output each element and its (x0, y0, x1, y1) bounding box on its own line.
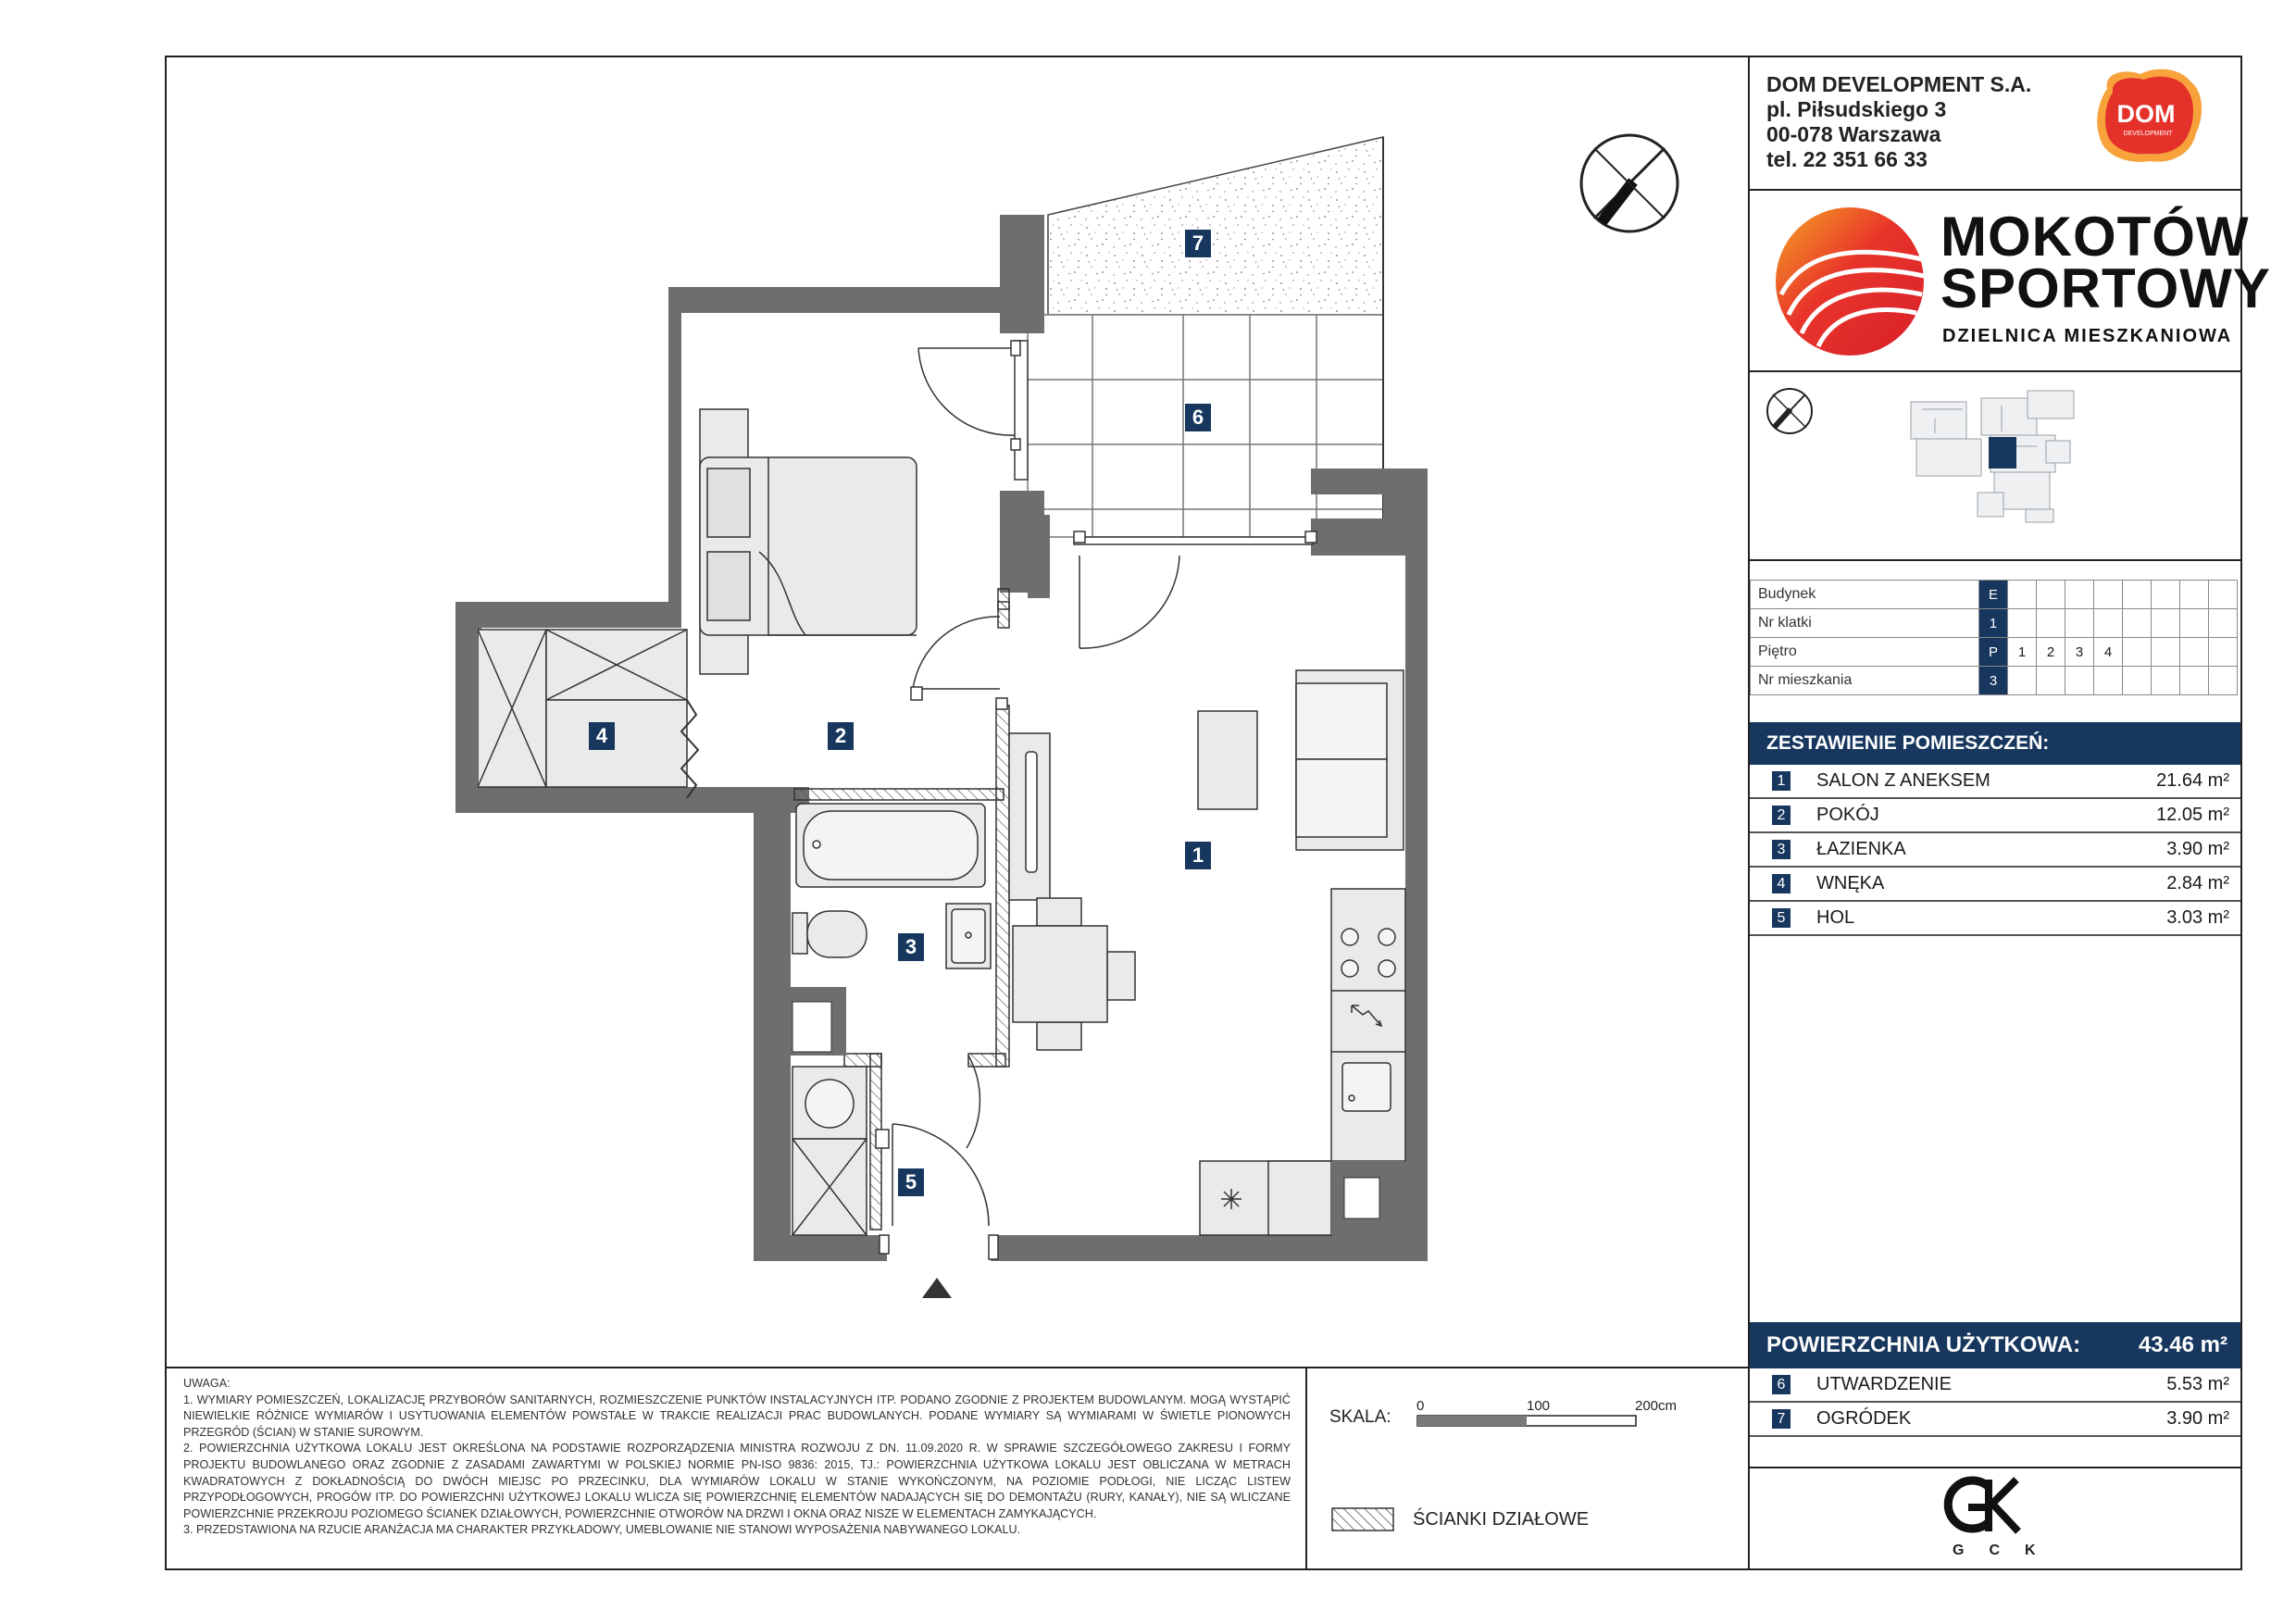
room-row (1750, 765, 2240, 799)
room-number-badge: 6 (1772, 1375, 1791, 1394)
kitchen-sink (1342, 1063, 1391, 1111)
gck-logo-letters: GCK (1953, 1543, 2061, 1558)
info-cell (2094, 667, 2123, 695)
room-area: 21.64 m² (2156, 770, 2229, 791)
info-cell (2180, 581, 2209, 609)
sofa (1296, 670, 1404, 850)
info-cell (2094, 581, 2123, 609)
dom-logo-subtext: DEVELOPMENT (2123, 131, 2173, 137)
info-cell: 1 (1979, 609, 2008, 638)
info-cell (2209, 609, 2238, 638)
room-number-badge: 2 (1772, 806, 1791, 825)
extra-area-list (1750, 1368, 2240, 1437)
note-item: 3. PRZEDSTAWIONA NA RZUCIE ARANŻACJA MA CHARAKTER PRZYKŁADOWY, UMEBLOWANIE NIE STANOWI WYPOSAŻENIA NABYWANEGO LOKALU. (183, 1523, 1021, 1537)
plan-room-tag-6: 6 (1185, 404, 1211, 431)
notes-title: UWAGA: (183, 1377, 231, 1390)
note-item: 1. WYMIARY POMIESZCZEŃ, LOKALIZACJĘ PRZYBORÓW SANITARNYCH, ROZMIESZCZENIE PUNKTÓW INSTALACYJNYCH ITP. PODANO ZGODNIE Z PROJEKTEM BUDOWLANYM. MOGĄ WYSTĄPIĆ NIEWIELKIE RÓŻNICE WYMIARÓW I USYTUOWANIA ELEMENTÓW POWSTAŁE W TRAKCIE REALIZACJI PRAC BUDOWLANYCH. PODANE WYMIARY SĄ WYMIARAMI W ŚWIETLE PIONOWYCH PRZEGRÓD (ŚCIAN) W STANIE SUROWYM. (183, 1393, 1291, 1439)
info-cell (2209, 667, 2238, 695)
plan-room-tag-1: 1 (1185, 842, 1211, 869)
info-cell (2037, 667, 2065, 695)
fridge-star-icon (1221, 1189, 1242, 1209)
bed (700, 409, 917, 674)
room-row (1750, 799, 2240, 833)
company-phone: tel. 22 351 66 33 (1766, 147, 1928, 171)
info-cell (2209, 638, 2238, 667)
usable-area-label: POWIERZCHNIA UŻYTKOWA: (1766, 1332, 2081, 1357)
scale-bar (1416, 1415, 1637, 1428)
scale-divider (1305, 1367, 1307, 1570)
header-divider-3 (1748, 559, 2242, 561)
scale-tick-0: 0 (1416, 1398, 1425, 1414)
room-summary-heading: ZESTAWIENIE POMIESZCZEŃ: (1750, 722, 2240, 765)
room-row (1750, 833, 2240, 868)
north-compass-icon (1581, 135, 1678, 231)
info-cell (2008, 667, 2037, 695)
room-name: OGRÓDEK (1816, 1408, 1912, 1429)
partition-wall-legend-label: ŚCIANKI DZIAŁOWE (1413, 1509, 1590, 1530)
apartment-info-table (1750, 580, 2238, 695)
company-city: 00-078 Warszawa (1766, 122, 1941, 146)
key-plan-highlight (1989, 437, 2016, 468)
gck-logo (1940, 1474, 2033, 1535)
room-list (1750, 765, 2240, 936)
garden-area (1048, 137, 1383, 315)
header-divider-1 (1748, 189, 2242, 191)
info-label: Piętro (1751, 638, 1979, 667)
washing-machine (792, 1067, 867, 1139)
room-name: ŁAZIENKA (1816, 839, 1906, 859)
plan-room-tag-2: 2 (828, 722, 854, 750)
info-cell (2123, 638, 2152, 667)
info-cell (2094, 609, 2123, 638)
info-cell (2123, 609, 2152, 638)
info-cell (2037, 581, 2065, 609)
info-row (1751, 609, 2238, 638)
room-row (1750, 1403, 2240, 1437)
info-cell (2037, 609, 2065, 638)
dining-table (1013, 898, 1135, 1050)
info-label: Nr klatki (1751, 609, 1979, 638)
entrance-arrow-icon (922, 1278, 952, 1298)
info-row (1751, 581, 2238, 609)
mokotow-sportowy-logo-mark (1774, 206, 1926, 357)
info-cell (2123, 581, 2152, 609)
project-title (1940, 206, 2271, 319)
room-area: 3.90 m² (2166, 839, 2229, 859)
info-cell: P (1979, 638, 2008, 667)
dom-logo-text: DOM (2116, 100, 2176, 128)
room-name: HOL (1816, 907, 1855, 928)
room-name: POKÓJ (1816, 805, 1879, 825)
sink (946, 904, 991, 968)
info-cell (2065, 581, 2094, 609)
scale-tick-100: 100 (1527, 1398, 1551, 1414)
bathtub (796, 804, 985, 887)
ventilation-shaft (1331, 1161, 1405, 1235)
plan-room-tag-7: 7 (1185, 230, 1211, 257)
info-cell (2180, 609, 2209, 638)
info-cell (2008, 609, 2037, 638)
usable-area-bar (1750, 1322, 2240, 1368)
info-cell (2152, 638, 2180, 667)
footer-divider (1748, 1467, 2242, 1468)
project-title-line1: MOKOTÓW (1940, 206, 2250, 268)
tv-cabinet (1009, 733, 1050, 900)
info-cell: 3 (2065, 638, 2094, 667)
info-row (1751, 667, 2238, 695)
coffee-table (1198, 711, 1257, 809)
info-cell (2152, 581, 2180, 609)
shaft (791, 987, 846, 1056)
usable-area-value: 43.46 m² (2138, 1332, 2227, 1357)
info-label: Budynek (1751, 581, 1979, 609)
dom-development-logo (2094, 69, 2203, 165)
project-subtitle: DZIELNICA MIESZKANIOWA (1942, 326, 2233, 346)
info-cell (2180, 638, 2209, 667)
info-cell (2180, 667, 2209, 695)
room-name: UTWARDZENIE (1816, 1374, 1952, 1394)
plan-room-tag-3: 3 (898, 933, 924, 961)
info-cell (2152, 667, 2180, 695)
room-area: 3.90 m² (2166, 1408, 2229, 1429)
notes (183, 1376, 1291, 1539)
project-title-line2: SPORTOWY (1940, 257, 2271, 319)
note-item: 2. POWIERZCHNIA UŻYTKOWA LOKALU JEST OKREŚLONA NA PODSTAWIE ROZPORZĄDZENIA MINISTRA ROZWOJU Z DN. 11.09.2020 R. W SPRAWIE SZCZEGÓŁOWEGO ZAKRESU I FORMY PROJEKTU BUDOWLANEGO ORAZ ZGODNIE Z ZASADAMI ZAWARTYMI W POLSKIEJ NORMIE PN-ISO 9836: 2015, TJ.: POWIERZCHNIA UŻYTKOWA LOKALU JEST OBLICZANA W METRACH KWADRATOWYCH Z DOKŁADNOŚCIĄ DO DWÓCH MIEJSC PO PRZECINKU, DLA WYMIARÓW LOKALU W STANIE WYKOŃCZONYM, NA POZIOMIE PODŁOGI, NIE LICZĄC LISTEW PRZYPODŁOGOWYCH, PROGÓW ITP. DO POWIERZCHNI UŻYTKOWEJ LOKALU WLICZA SIĘ POWIERZCHNIĘ ELEMENTÓW NADAJĄCYCH SIĘ DO DEMONTAŻU (RURY, KANAŁY), NIE SĄ WLICZANE POWIERZCHNIE PRZEKROJU POZIOMEGO ŚCIANEK DZIAŁOWYCH, POWIERZCHNIE OTWORÓW NA DRZWI I OKNA ORAZ NISZE W ELEMENTACH ZAMYKAJĄCYCH. (183, 1442, 1291, 1520)
company-street: pl. Piłsudskiego 3 (1766, 97, 1947, 121)
room-number-badge: 7 (1772, 1409, 1791, 1429)
scale-label: SKALA: (1329, 1407, 1391, 1427)
wall-niche-wall (455, 602, 478, 811)
company-address (1766, 72, 2031, 172)
info-cell: 1 (2008, 638, 2037, 667)
hall-wardrobe (792, 1139, 867, 1235)
info-cell (2209, 581, 2238, 609)
key-plan (1759, 381, 2092, 548)
room-number-badge: 1 (1772, 771, 1791, 791)
room-number-badge: 3 (1772, 840, 1791, 859)
partition-wall-legend-swatch (1331, 1507, 1394, 1531)
info-cell: 3 (1979, 667, 2008, 695)
info-cell: E (1979, 581, 2008, 609)
room-name: WNĘKA (1816, 873, 1885, 893)
room-area: 3.03 m² (2166, 907, 2229, 928)
info-cell (2065, 667, 2094, 695)
room-row (1750, 868, 2240, 902)
room-number-badge: 5 (1772, 908, 1791, 928)
info-cell: 4 (2094, 638, 2123, 667)
room-area: 5.53 m² (2166, 1374, 2229, 1394)
room-name: SALON Z ANEKSEM (1816, 770, 1990, 791)
room-row (1750, 902, 2240, 936)
info-cell (2008, 581, 2037, 609)
toilet (792, 911, 867, 957)
info-cell: 2 (2037, 638, 2065, 667)
info-row (1751, 638, 2238, 667)
key-plan-compass-icon (1767, 389, 1812, 433)
room-number-badge: 4 (1772, 874, 1791, 893)
notes-divider (165, 1367, 1750, 1368)
company-name: DOM DEVELOPMENT S.A. (1766, 72, 2032, 96)
header-divider-2 (1748, 370, 2242, 372)
room-area: 2.84 m² (2166, 873, 2229, 893)
plan-room-tag-5: 5 (898, 1168, 924, 1196)
info-label: Nr mieszkania (1751, 667, 1979, 695)
room-row (1750, 1368, 2240, 1403)
wardrobe (478, 630, 687, 787)
room-area: 12.05 m² (2156, 805, 2229, 825)
scale-tick-200: 200cm (1635, 1398, 1678, 1414)
plan-room-tag-4: 4 (589, 722, 615, 750)
info-cell (2065, 609, 2094, 638)
info-cell (2123, 667, 2152, 695)
info-cell (2152, 609, 2180, 638)
